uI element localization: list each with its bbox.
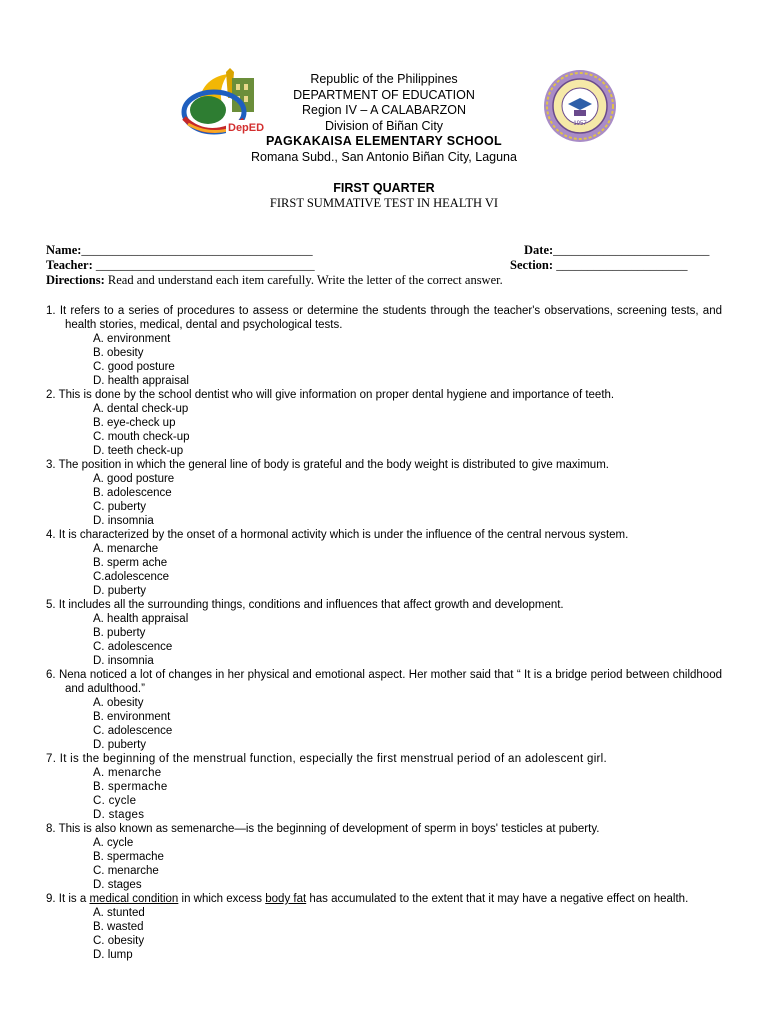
division-line: Division of Biñan City [324,118,444,133]
option: B. puberty [93,627,146,639]
question-text: The position in which the general line of body is grateful and the body weight is distributed to give maximum. [55,459,609,471]
question-text: It is a [55,893,90,905]
student-info [46,243,726,288]
question-number: 5. [46,599,56,611]
option: D. insomnia [93,655,154,667]
option: C. cycle [93,795,137,807]
question-number: 6. [46,669,56,681]
question-text: It is the beginning of the menstrual function, especially the first menstrual period of an adolescent girl. [56,753,608,765]
question-text: It refers to a series of procedures to assess or determine the students through the teacher's observations, screening tests, and health stories, medical, dental and psychological tests. [55,305,722,331]
option: D. lump [93,949,133,961]
option: A. good posture [93,473,175,485]
option: B. wasted [93,921,144,933]
option: B. sperm ache [93,557,168,569]
question-number: 8. [46,823,56,835]
quarter-heading: FIRST QUARTER [333,181,435,195]
option: C. mouth check-up [93,431,190,443]
option: C. menarche [93,865,159,877]
option: C.adolescence [93,571,170,583]
option: B. spermache [93,781,168,793]
question-4 [46,528,722,598]
option: D. puberty [93,585,147,597]
republic-line: Republic of the Philippines [310,72,458,86]
question-9 [46,892,722,962]
option: A. health appraisal [93,613,189,625]
option: C. adolescence [93,641,173,653]
question-text: in which excess [178,893,266,905]
school-address: Romana Subd., San Antonio Biñan City, Laguna [251,149,517,164]
teacher-label: Teacher: [46,258,93,272]
name-date-row [46,243,726,258]
directions-label: Directions: [46,273,105,287]
option: A. obesity [93,697,144,709]
directions [46,273,726,288]
option: A. cycle [93,837,134,849]
question-1 [46,304,722,388]
option: D. stages [93,809,145,821]
option: B. obesity [93,347,144,359]
option: D. health appraisal [93,375,189,387]
option: A. dental check-up [93,403,189,415]
question-2 [46,388,722,458]
question-text: Nena noticed a lot of changes in her physical and emotional aspect. Her mother said that “ It is a bridge period between childhood and adulthood.” [55,669,722,695]
option: A. environment [93,333,171,345]
date-label: Date: [524,243,554,257]
option: D. stages [93,879,142,891]
question-number: 1. [46,305,56,317]
option: D. teeth check-up [93,445,184,457]
medical-condition-link[interactable]: medical condition [89,893,179,905]
option: B. environment [93,711,171,723]
question-6 [46,668,722,752]
question-number: 4. [46,529,56,541]
question-number: 7. [46,753,57,765]
section-label: Section: [510,258,554,272]
test-title: FIRST SUMMATIVE TEST IN HEALTH VI [269,196,499,210]
option: A. stunted [93,907,145,919]
option: B. adolescence [93,487,172,499]
option: A. menarche [93,767,162,779]
body-fat-link[interactable]: body fat [265,893,307,905]
option: C. adolescence [93,725,173,737]
question-number: 3. [46,459,56,471]
question-3 [46,458,722,528]
option: B. spermache [93,851,164,863]
department-line: DEPARTMENT OF EDUCATION [293,87,475,102]
question-5 [46,598,722,668]
name-blank[interactable]: _____________________________________ [81,243,313,257]
directions-text: Read and understand each item carefully. Write the letter of the correct answer. [104,273,503,287]
question-text: This is done by the school dentist who will give information on proper dental hygiene and importance of teeth. [55,389,615,401]
question-7 [46,752,722,822]
seal-year: 1957 [573,121,587,127]
option: B. eye-check up [93,417,176,429]
teacher-blank[interactable]: ___________________________________ [92,258,315,272]
date-blank[interactable]: _________________________ [553,243,710,257]
option: A. menarche [93,543,159,555]
question-text: has accumulated to the extent that it may have a negative effect on health. [306,893,689,905]
question-text: It includes all the surrounding things, conditions and influences that affect growth and development. [55,599,564,611]
option: C. puberty [93,501,147,513]
option: C. good posture [93,361,175,373]
option: D. puberty [93,739,147,751]
name-label: Name: [46,243,82,257]
region-line: Region IV – A CALABARZON [302,103,466,117]
question-list [46,304,722,962]
teacher-section-row [46,258,726,273]
question-number: 9. [46,893,56,905]
option: C. obesity [93,935,145,947]
deped-logo-text: DepED [228,122,265,134]
school-name: PAGKAKAISA ELEMENTARY SCHOOL [266,134,502,148]
question-8 [46,822,722,892]
question-text: It is characterized by the onset of a hormonal activity which is under the influence of the central nervous system. [55,529,629,541]
section-blank[interactable]: _____________________ [553,258,688,272]
option: D. insomnia [93,515,154,527]
question-number: 2. [46,389,56,401]
question-text: This is also known as semenarche—is the beginning of development of sperm in boys' testicles at puberty. [55,823,600,835]
letterhead [0,72,768,165]
